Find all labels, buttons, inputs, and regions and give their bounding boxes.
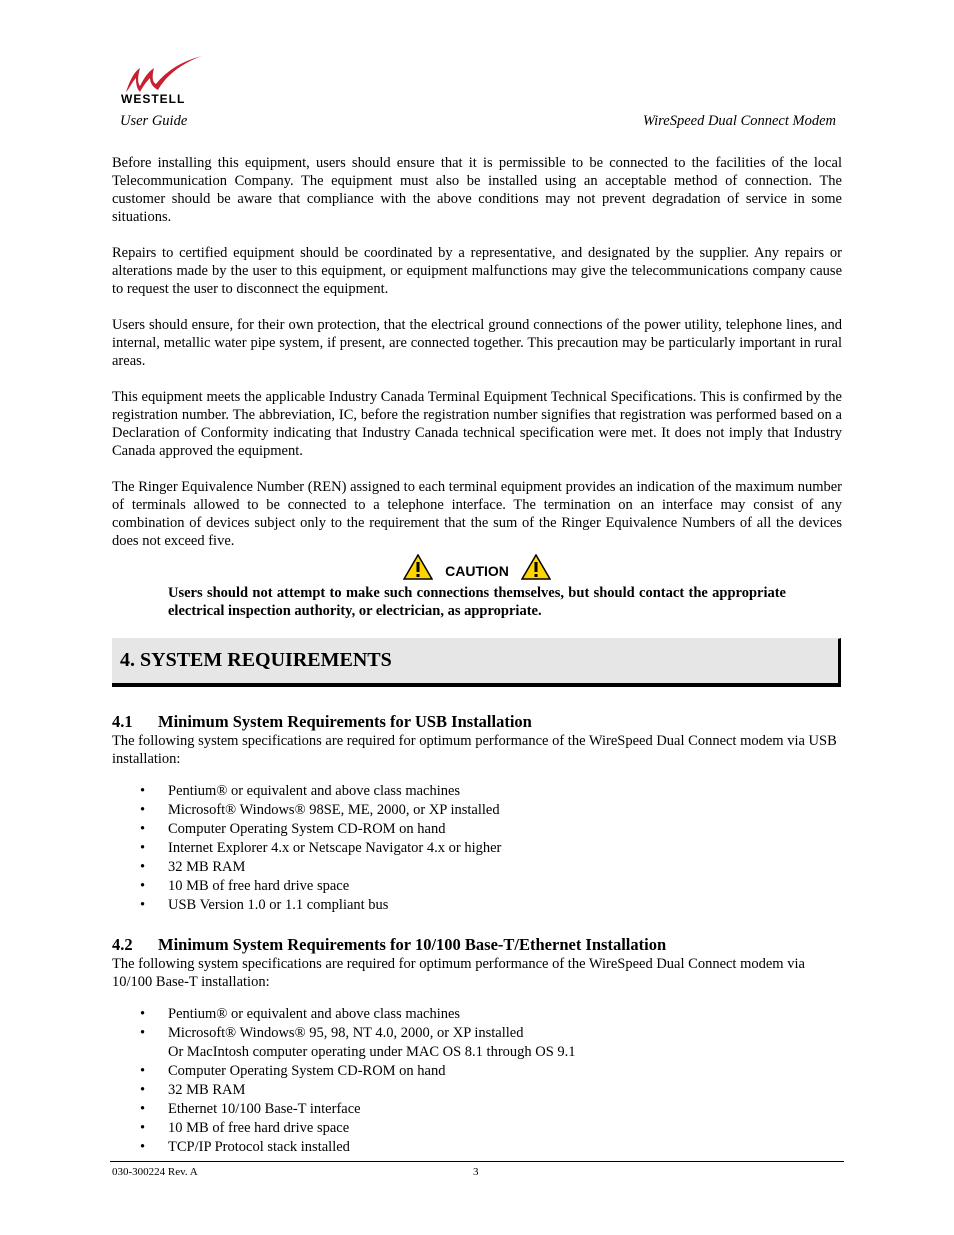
list-item	[112, 1119, 842, 1138]
logo-text: WESTELL	[121, 92, 186, 106]
bullet: •	[140, 1101, 146, 1117]
bullet: •	[140, 783, 146, 799]
subsection-title: Minimum System Requirements for 10/100 Base-T/Ethernet Installation	[158, 935, 667, 954]
caution-text: Users should not attempt to make such connections themselves, but should contact the appropriate electrical inspection authority, or electrician, as appropriate.	[168, 585, 786, 619]
subsection-number: 4.1	[112, 712, 133, 731]
list-item-text: Microsoft® Windows® 95, 98, NT 4.0, 2000, or XP installed	[168, 1025, 524, 1041]
paragraph: Repairs to certified equipment should be coordinated by a representative, and designated by the supplier. Any repairs or alterations made by the user to this equipment, or equipment malfunctions may give the telecommunications company cause to request the user to disconnect the equipment.	[112, 245, 842, 297]
caution-label: CAUTION	[445, 563, 509, 579]
westell-logo	[118, 52, 208, 108]
footer-divider	[110, 1161, 844, 1162]
header-left: User Guide	[120, 113, 188, 129]
bullet: •	[140, 802, 146, 818]
list-item-text: Computer Operating System CD-ROM on hand	[168, 1063, 446, 1079]
warning-icon	[403, 554, 433, 580]
list-item	[112, 1081, 842, 1100]
bullet: •	[140, 1139, 146, 1155]
list-item-text: Ethernet 10/100 Base-T interface	[168, 1101, 361, 1117]
bullet: •	[140, 1025, 146, 1041]
list-item-text: Microsoft® Windows® 98SE, ME, 2000, or XP installed	[168, 802, 500, 818]
subsection-title: Minimum System Requirements for USB Installation	[158, 712, 532, 731]
bullet: •	[140, 1063, 146, 1079]
bullet: •	[140, 1082, 146, 1098]
list-item-text: Internet Explorer 4.x or Netscape Navigator 4.x or higher	[168, 840, 502, 856]
page-number: 3	[473, 1166, 479, 1178]
list-item-text: 32 MB RAM	[168, 859, 246, 875]
list-item	[112, 782, 842, 801]
list-item	[112, 1100, 842, 1119]
paragraph: Users should ensure, for their own protection, that the electrical ground connections of the power utility, telephone lines, and internal, metallic water pipe system, if present, are connected together. This precaution may be particularly important in rural areas.	[112, 317, 842, 369]
bullet: •	[140, 859, 146, 875]
list-item	[112, 877, 842, 896]
bullet: •	[140, 897, 146, 913]
list-item	[112, 1062, 842, 1081]
list-item-text: Pentium® or equivalent and above class machines	[168, 783, 461, 799]
list-item	[112, 801, 842, 820]
list-item	[112, 1024, 842, 1062]
subsection-number: 4.2	[112, 935, 133, 954]
subsection-intro: The following system specifications are required for optimum performance of the WireSpeed Dual Connect modem via USB installation:	[112, 733, 837, 767]
requirements-list	[112, 1005, 842, 1157]
westell-logo-mark	[118, 52, 208, 94]
list-item-text: 10 MB of free hard drive space	[168, 1120, 350, 1136]
list-item	[112, 839, 842, 858]
list-item	[112, 896, 842, 915]
list-item-text: USB Version 1.0 or 1.1 compliant bus	[168, 897, 389, 913]
list-item-text: 10 MB of free hard drive space	[168, 878, 350, 894]
section-title: 4. SYSTEM REQUIREMENTS	[120, 649, 392, 671]
header-right: WireSpeed Dual Connect Modem	[642, 113, 836, 129]
warning-icon	[521, 554, 551, 580]
requirements-list	[112, 782, 842, 915]
list-item-text: TCP/IP Protocol stack installed	[168, 1139, 350, 1155]
bullet: •	[140, 840, 146, 856]
bullet: •	[140, 1006, 146, 1022]
list-item-continuation: Or MacIntosh computer operating under MAC OS 8.1 through OS 9.1	[168, 1044, 576, 1060]
subsection-intro: The following system specifications are required for optimum performance of the WireSpeed Dual Connect modem via 10/100 Base-T installation:	[112, 956, 805, 990]
list-item-text: Pentium® or equivalent and above class machines	[168, 1006, 461, 1022]
caution-heading	[112, 554, 842, 584]
paragraph: Before installing this equipment, users should ensure that it is permissible to be connected to the facilities of the local Telecommunication Company. The equipment must also be installed using an acceptable method of connection. The customer should be aware that compliance with the above conditions may not prevent degradation of service in some situations.	[112, 155, 842, 225]
paragraph: This equipment meets the applicable Industry Canada Terminal Equipment Technical Specifications. This is confirmed by the registration number. The abbreviation, IC, before the registration number signifies that registration was performed based on a Declaration of Conformity indicating that Industry Canada technical specification were met. It does not imply that Industry Canada approved the equipment.	[112, 389, 842, 459]
bullet: •	[140, 878, 146, 894]
bullet: •	[140, 821, 146, 837]
page-body	[112, 154, 842, 1157]
list-item	[112, 858, 842, 877]
list-item	[112, 820, 842, 839]
list-item-text: 32 MB RAM	[168, 1082, 246, 1098]
list-item-text: Computer Operating System CD-ROM on hand	[168, 821, 446, 837]
subsection-heading	[112, 712, 842, 732]
list-item	[112, 1138, 842, 1157]
list-item	[112, 1005, 842, 1024]
section-heading-box	[112, 638, 841, 687]
bullet: •	[140, 1120, 146, 1136]
paragraph: The Ringer Equivalence Number (REN) assigned to each terminal equipment provides an indication of the maximum number of terminals allowed to be connected to a telephone interface. The termination on an interface may consist of any combination of devices subject only to the requirement that the sum of the Ringer Equivalence Numbers of all the devices does not exceed five.	[112, 479, 842, 549]
subsection-heading	[112, 935, 842, 955]
footer-doc-number: 030-300224 Rev. A	[112, 1166, 198, 1178]
